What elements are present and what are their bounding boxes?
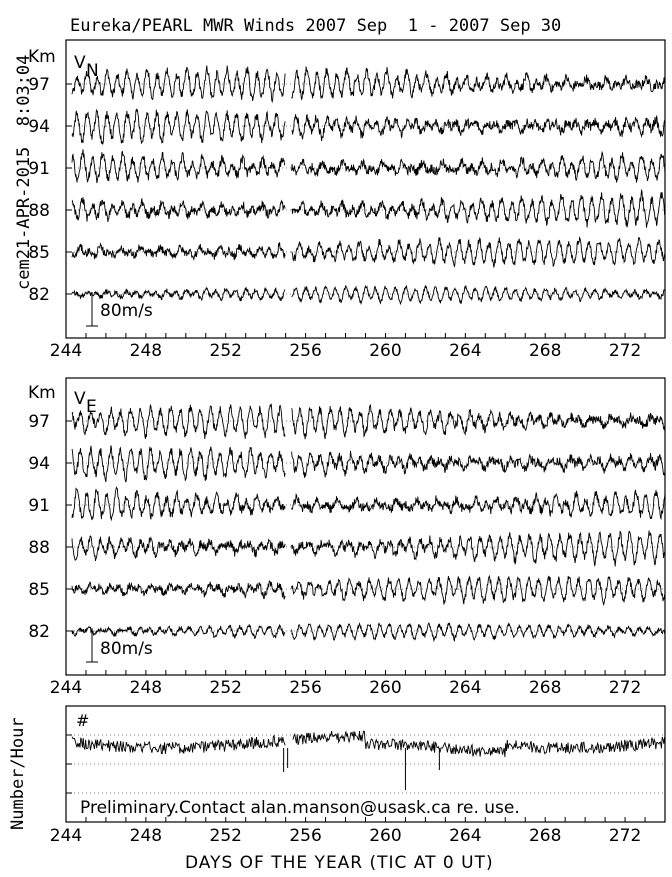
panel-VN-ytick-91: 91 bbox=[28, 159, 50, 179]
panel-VN-ytick-88: 88 bbox=[28, 201, 50, 221]
panel-VN-ytick-82: 82 bbox=[28, 285, 50, 305]
panel-VE-trace-94 bbox=[72, 445, 665, 482]
count-xtick-256: 256 bbox=[289, 826, 322, 846]
panel-VE-trace-82 bbox=[72, 623, 665, 641]
panel-VN-xtick-256: 256 bbox=[289, 341, 322, 361]
panel-VN-label-main: V bbox=[74, 53, 86, 73]
panel-VN-xtick-260: 260 bbox=[369, 341, 402, 361]
count-xtick-252: 252 bbox=[209, 826, 242, 846]
panel-VE-xtick-248: 248 bbox=[129, 678, 163, 698]
panel-VN-ytick-97: 97 bbox=[28, 75, 50, 95]
panel-VN-xtick-264: 264 bbox=[449, 341, 482, 361]
panel-VE-ytick-88: 88 bbox=[28, 538, 50, 558]
count-trace bbox=[72, 731, 665, 757]
panel-VN-label-sub: N bbox=[86, 61, 99, 81]
panel-VN-trace-88 bbox=[72, 190, 665, 227]
panel-VN-trace-82 bbox=[72, 286, 665, 304]
panel-VE-ytick-91: 91 bbox=[28, 496, 50, 516]
panel-VE-ytick-82: 82 bbox=[28, 622, 50, 642]
panel-VN-xtick-248: 248 bbox=[129, 341, 163, 361]
panel-VE-trace-91 bbox=[72, 487, 665, 520]
panel-VE-xtick-244: 244 bbox=[49, 678, 83, 698]
panel-VN-trace-91 bbox=[72, 149, 665, 183]
timestamp-text: cem21-APR-2015 8:03:04 bbox=[14, 54, 34, 290]
panel-VN-trace-85 bbox=[72, 237, 665, 267]
panel-VE-trace-97 bbox=[72, 404, 665, 439]
panel-VN-scale-label: 80m/s bbox=[100, 301, 153, 321]
x-axis-label: DAYS OF THE YEAR (TIC AT 0 UT) bbox=[185, 853, 494, 873]
count-symbol: # bbox=[76, 711, 90, 730]
panel-VN-xtick-268: 268 bbox=[528, 341, 562, 361]
panel-VE-xtick-256: 256 bbox=[289, 678, 322, 698]
panel-VN-xtick-244: 244 bbox=[49, 341, 83, 361]
panel-VE-xtick-268: 268 bbox=[528, 678, 562, 698]
count-xtick-268: 268 bbox=[528, 826, 562, 846]
count-axis-text: Number/Hour bbox=[8, 717, 28, 830]
count-xtick-248: 248 bbox=[129, 826, 163, 846]
panel-VE-trace-85 bbox=[72, 576, 665, 605]
count-xtick-260: 260 bbox=[369, 826, 402, 846]
panel-VE-xtick-272: 272 bbox=[608, 678, 642, 698]
panel-VE-trace-88 bbox=[72, 531, 665, 567]
count-xtick-264: 264 bbox=[449, 826, 482, 846]
chart-title: Eureka/PEARL MWR Winds 2007 Sep 1 - 2007 Sep 30 bbox=[70, 16, 562, 36]
panel-VE-xtick-252: 252 bbox=[209, 678, 242, 698]
panel-VN-unit-label: Km bbox=[28, 47, 56, 67]
panel-VN-trace-94 bbox=[72, 109, 665, 144]
panel-VE-label-main: V bbox=[74, 389, 86, 409]
panel-VE-ytick-85: 85 bbox=[28, 580, 50, 600]
count-xtick-244: 244 bbox=[49, 826, 83, 846]
panel-VN-ytick-85: 85 bbox=[28, 243, 50, 263]
count-xtick-272: 272 bbox=[608, 826, 642, 846]
panel-VN-xtick-252: 252 bbox=[209, 341, 242, 361]
panel-VE-ytick-97: 97 bbox=[28, 412, 50, 432]
panel-VE-scale-label: 80m/s bbox=[100, 639, 153, 659]
panel-VE-xtick-264: 264 bbox=[449, 678, 482, 698]
panel-VN-xtick-272: 272 bbox=[608, 341, 642, 361]
panel-VE-ytick-94: 94 bbox=[28, 454, 50, 474]
panel-VE-label-sub: E bbox=[86, 397, 97, 417]
panel-VN-ytick-94: 94 bbox=[28, 117, 50, 137]
panel-VN-trace-97 bbox=[72, 66, 665, 102]
panel-VE-unit-label: Km bbox=[28, 383, 56, 403]
preliminary-note: Preliminary.Contact alan.manson@usask.ca re. use. bbox=[80, 798, 520, 818]
panel-VE-xtick-260: 260 bbox=[369, 678, 402, 698]
